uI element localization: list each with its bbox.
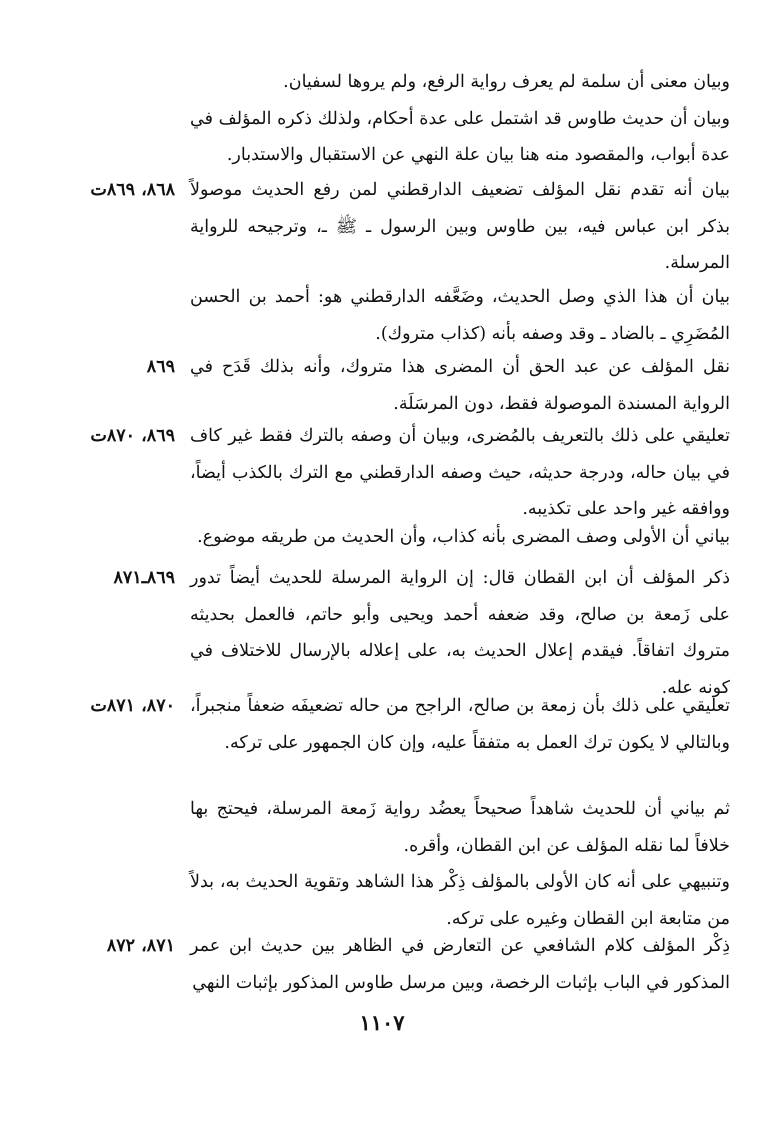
paragraph: وبيان معنى أن سلمة لم يعرف رواية الرفع، ولم يروها لسفيان. bbox=[283, 72, 730, 92]
entry-text bbox=[190, 279, 730, 352]
paragraph: بياني أن الأولى وصف المضرى بأنه كذاب، وأن الحديث من طريقه موضوع. bbox=[197, 527, 730, 547]
paragraph: وبيان أن حديث طاوس قد اشتمل على عدة أحكام، ولذلك ذكره المؤلف في عدة أبواب، والمقصود منه هنا بيان علة النهي عن الاستقبال والاستدبار. bbox=[190, 108, 730, 165]
paragraph: ذِكْر المؤلف كلام الشافعي عن التعارض في الظاهر بين حديث ابن عمر المذكور في الباب بإثبات الرخصة، وبين مرسل طاوس المذكور بإثبات النهي bbox=[190, 936, 730, 993]
entry-8 bbox=[40, 791, 730, 937]
entry-3 bbox=[40, 349, 730, 422]
entry-9 bbox=[40, 928, 730, 1001]
entry-text bbox=[190, 688, 730, 761]
paragraph: وتنبيهي على أنه كان الأولى بالمؤلف ذِكْر هذا الشاهد وتقوية الحديث به، بدلاً من متابعة ابن القطان وغيره على تركه. bbox=[190, 872, 730, 929]
paragraph: بيان أنه تقدم نقل المؤلف تضعيف الدارقطني لمن رفع الحديث موصولاً بذكر ابن عباس فيه، بين طاوس وبين الرسول ـ ﷺ ـ، وترجيحه للرواية المرسلة. bbox=[190, 180, 730, 273]
entry-text bbox=[190, 928, 730, 1001]
entry-1 bbox=[40, 172, 730, 282]
entry-text bbox=[190, 560, 730, 706]
entry-6 bbox=[40, 560, 730, 706]
entry-4 bbox=[40, 418, 730, 528]
entry-ref: ٨٦٨، ٨٦٩ت bbox=[90, 180, 175, 200]
entry-text bbox=[190, 349, 730, 422]
entry-ref: ٨٧١، ٨٧٢ bbox=[106, 936, 175, 956]
entry-ref: ٨٦٩، ٨٧٠ت bbox=[90, 426, 175, 446]
paragraph: نقل المؤلف عن عبد الحق أن المضرى هذا متروك، وأنه بذلك قَدَح في الرواية المسندة الموصولة فقط، دون المرسَلَة. bbox=[190, 357, 730, 414]
entry-7 bbox=[40, 688, 730, 761]
entry-2 bbox=[40, 279, 730, 352]
entry-text bbox=[190, 519, 730, 556]
paragraph: بيان أن هذا الذي وصل الحديث، وضَعَّفه الدارقطني هو: أحمد بن الحسن المُضَرِي ـ بالضاد ـ وقد وصفه بأنه (كذاب متروك). bbox=[190, 287, 730, 344]
page-number: ١١٠٧ bbox=[359, 1010, 405, 1035]
entry-ref: ٨٦٩ bbox=[146, 357, 175, 377]
entry-text bbox=[190, 172, 730, 282]
entry-ref: ٨٧٠، ٨٧١ت bbox=[90, 696, 175, 716]
entry-text bbox=[190, 64, 730, 174]
entry-text bbox=[190, 418, 730, 528]
entry-text bbox=[190, 791, 730, 937]
paragraph: ثم بياني أن للحديث شاهداً صحيحاً يعضُد رواية زَمعة المرسلة، فيحتج بها خلافاً لما نقله المؤلف عن ابن القطان، وأقره. bbox=[190, 799, 730, 856]
paragraph: ذكر المؤلف أن ابن القطان قال: إن الرواية المرسلة للحديث أيضاً تدور على زَمعة بن صالح، وقد ضعفه أحمد ويحيى وأبو حاتم، فالعمل بحديثه متروك اتفاقاً. فيقدم إعلال الحديث به، على إعلاله بالإرسال للاختلاف في كونه عله. bbox=[190, 568, 730, 698]
entry-0 bbox=[40, 64, 730, 174]
paragraph: تعليقي على ذلك بأن زمعة بن صالح، الراجح من حاله تضعيفَه ضعفاً منجبراً، وبالتالي لا يكون ترك العمل به متفقاً عليه، وإن كان الجمهور على تركه. bbox=[190, 696, 730, 753]
paragraph: تعليقي على ذلك بالتعريف بالمُضرى، وبيان أن وصفه بالترك فقط غير كاف في بيان حاله، ودرجة حديثه، حيث وصفه الدارقطني مع الترك بالكذب أيضاً، ووافقه غير واحد على تكذيبه. bbox=[190, 426, 730, 519]
entry-ref: ٨٦٩ـ٨٧١ bbox=[113, 568, 175, 588]
entry-5 bbox=[40, 519, 730, 556]
